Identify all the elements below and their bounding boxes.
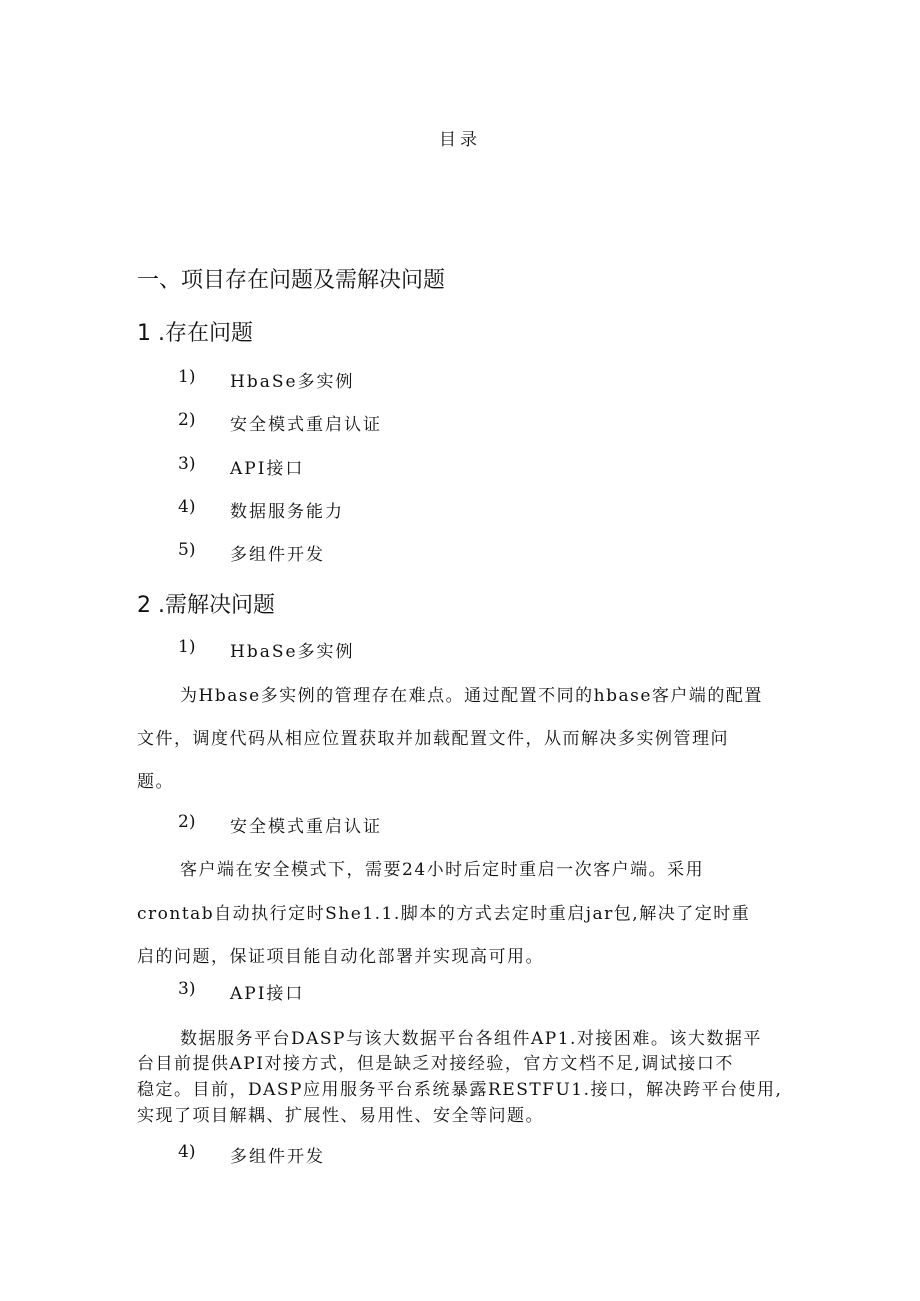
subheading-text: 安全模式重启认证	[230, 817, 382, 837]
section-heading-problems-to-solve: 2 .需解决问题	[137, 593, 275, 618]
list-item-number: 2)	[178, 410, 196, 430]
list-item-text: API接口	[230, 459, 305, 479]
paragraph-line: 文件，调度代码从相应位置获取并加载配置文件，从而解决多实例管理问	[137, 729, 729, 749]
subheading-text: HbaSe多实例	[230, 642, 355, 662]
list-item-number: 4)	[178, 497, 196, 517]
subheading-number: 2)	[178, 812, 196, 832]
subheading-number: 4)	[178, 1142, 196, 1162]
paragraph-line: 台目前提供API对接方式，但是缺乏对接经验，官方文档不足,调试接口不	[137, 1054, 734, 1074]
chapter-heading: 一、项目存在问题及需解决问题	[137, 268, 446, 293]
paragraph-line: 题。	[137, 772, 174, 792]
paragraph-line: 客户端在安全模式下，需要24小时后定时重启一次客户端。采用	[180, 860, 705, 880]
paragraph-line: 实现了项目解耦、扩展性、易用性、安全等问题。	[137, 1106, 544, 1126]
subheading-number: 3)	[178, 979, 196, 999]
list-item-number: 5)	[178, 540, 196, 560]
toc-title: 目录	[439, 130, 481, 150]
subheading-text: 多组件开发	[230, 1147, 325, 1167]
paragraph-line: 为Hbase多实例的管理存在难点。通过配置不同的hbase客户端的配置	[180, 686, 763, 706]
section-heading-existing-problems: 1 .存在问题	[137, 321, 253, 346]
list-item-text: 安全模式重启认证	[230, 415, 382, 435]
list-item-number: 1)	[178, 367, 196, 387]
paragraph-line: 启的问题，保证项目能自动化部署并实现高可用。	[137, 947, 544, 967]
list-item-text: HbaSe多实例	[230, 372, 355, 392]
list-item-number: 3)	[178, 454, 196, 474]
list-item-text: 多组件开发	[230, 545, 325, 565]
paragraph-line: 数据服务平台DASP与该大数据平台各组件AP1.对接困难。该大数据平	[180, 1029, 762, 1049]
subheading-text: API接口	[230, 984, 305, 1004]
paragraph-line: 稳定。目前，DASP应用服务平台系统暴露RESTFU1.接口，解决跨平台使用,	[137, 1080, 783, 1100]
subheading-number: 1)	[178, 637, 196, 657]
list-item-text: 数据服务能力	[230, 502, 344, 522]
paragraph-line: crontab自动执行定时She1.1.脚本的方式去定时重启jar包,解决了定时重	[137, 904, 751, 924]
